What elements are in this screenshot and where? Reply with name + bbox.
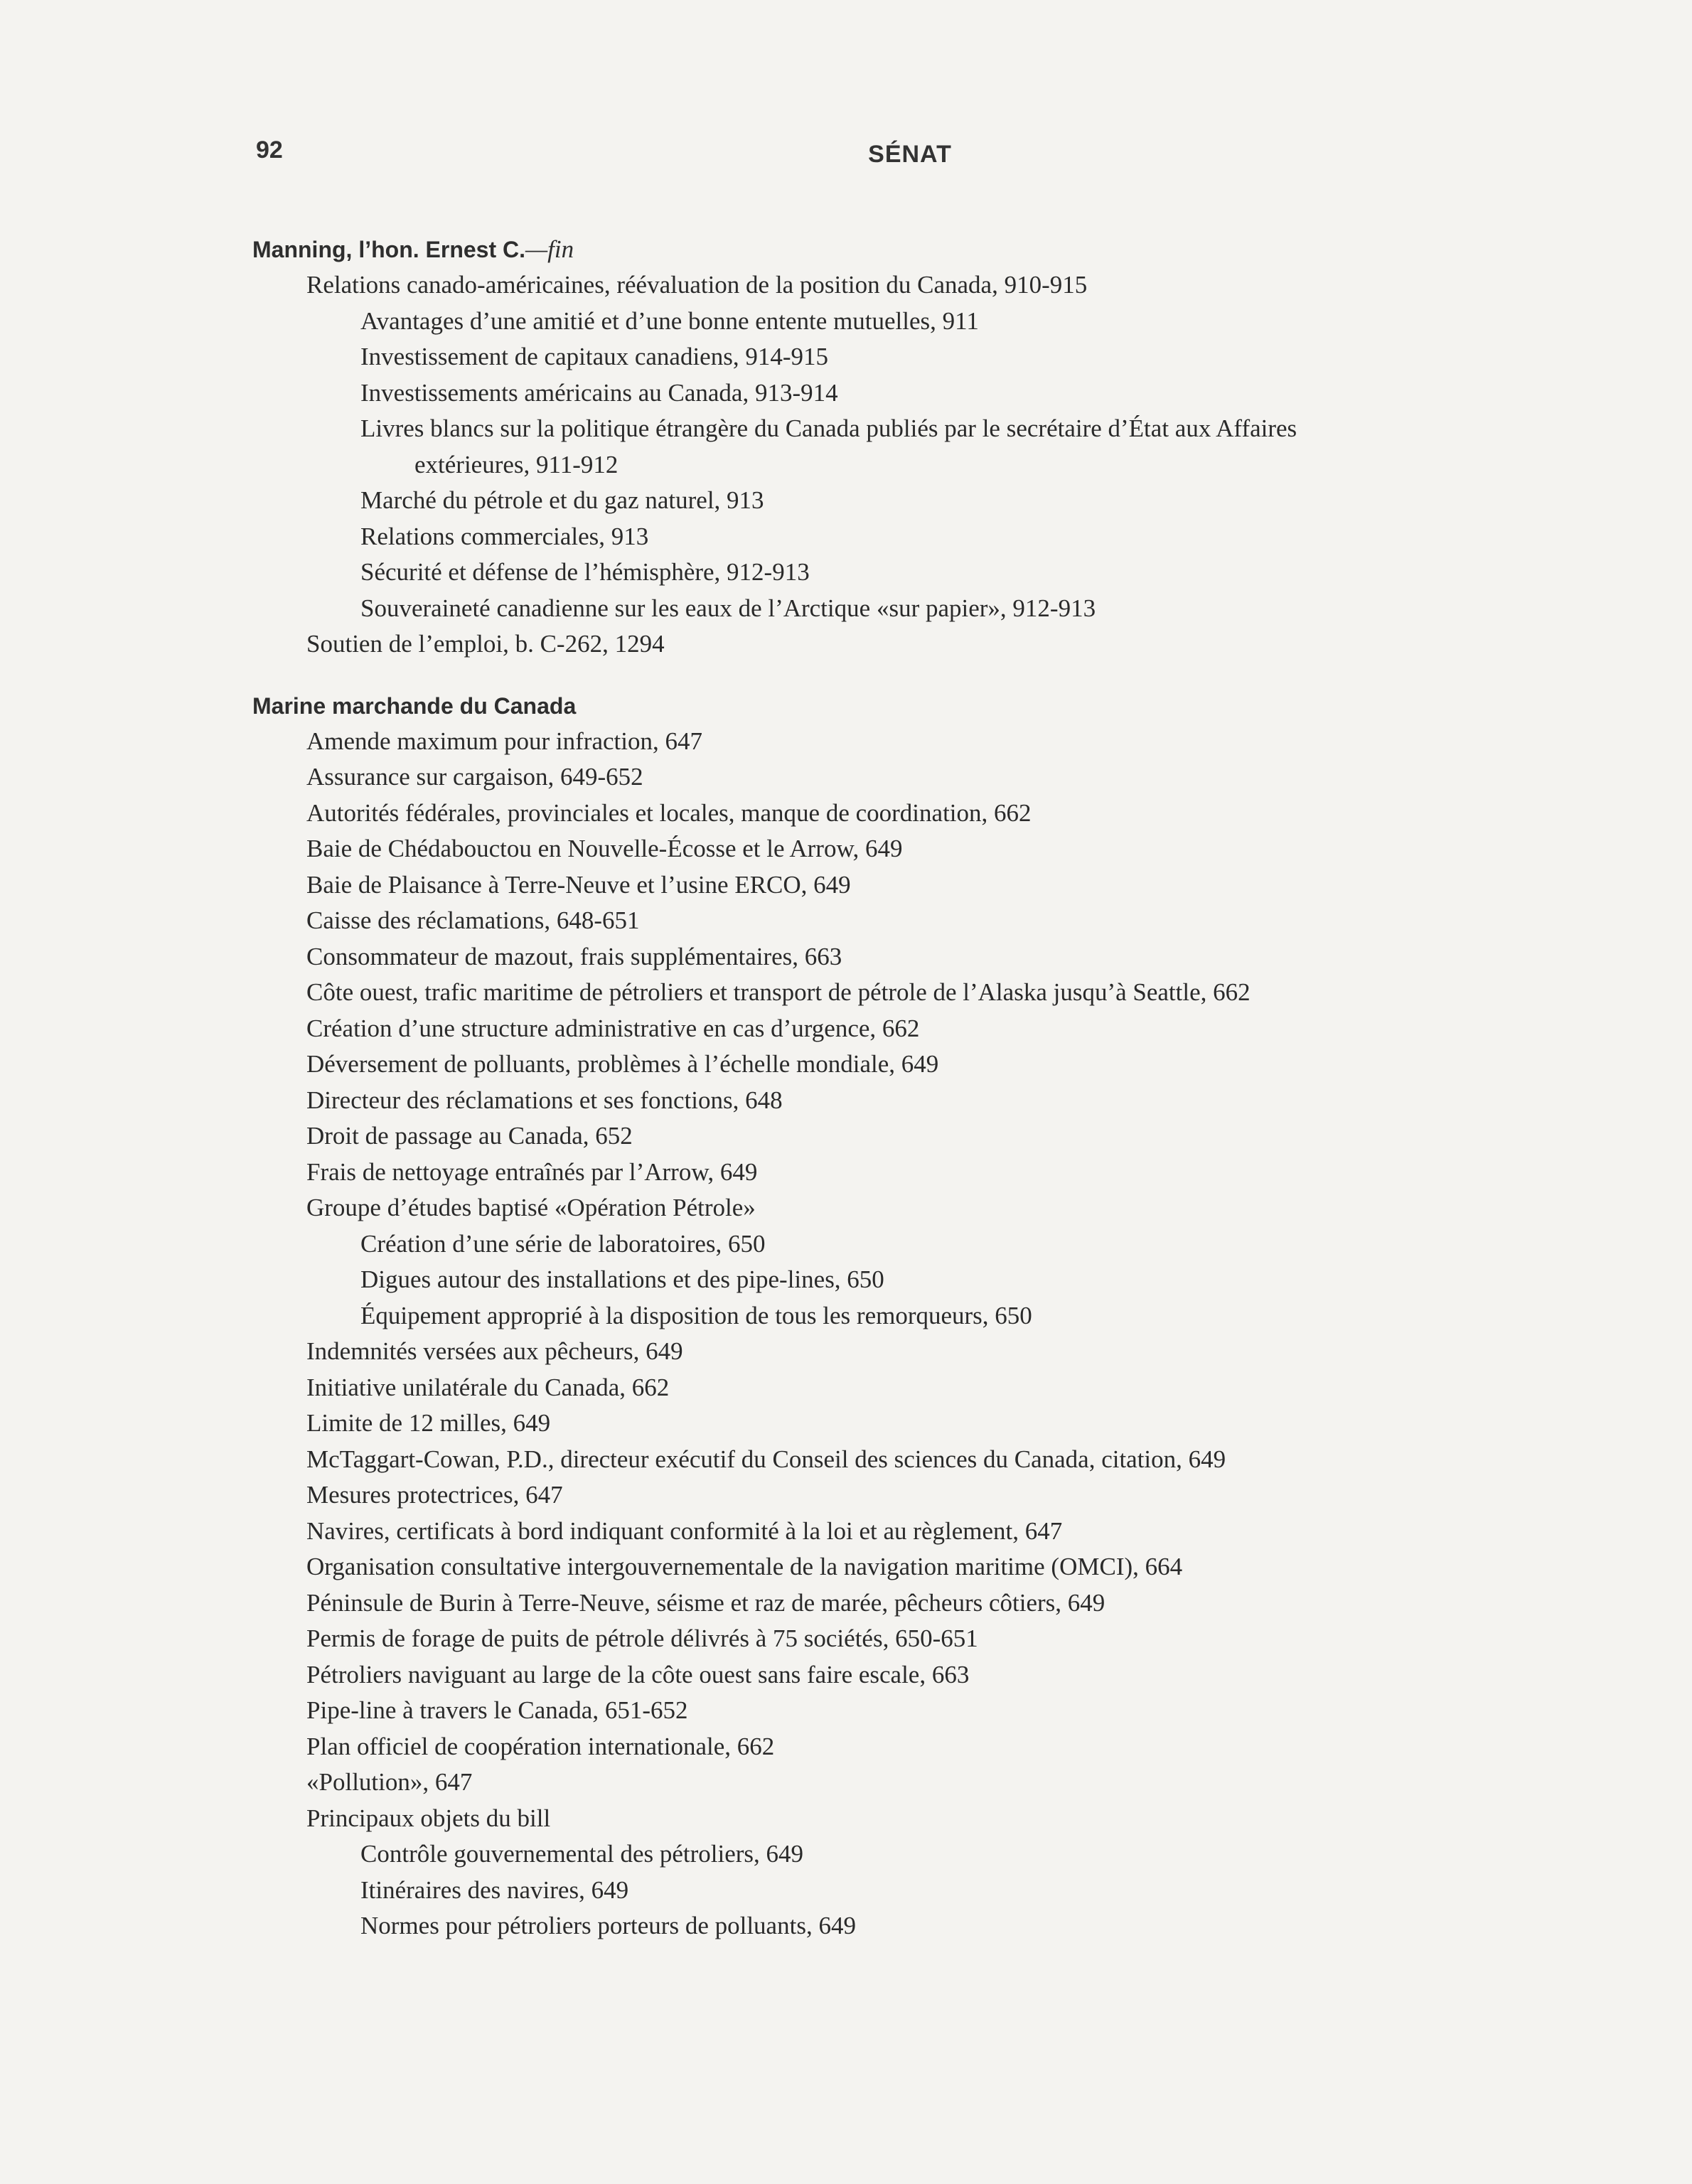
index-entry-text: Normes pour pétroliers porteurs de polluants, 649 (360, 1912, 856, 1939)
index-heading-text: Marine marchande du Canada (252, 692, 577, 719)
index-entry-text: Assurance sur cargaison, 649-652 (306, 763, 643, 791)
index-entry-text: Amende maximum pour infraction, 647 (306, 727, 702, 755)
index-entry-text: Marché du pétrole et du gaz naturel, 913 (360, 486, 764, 514)
index-heading (252, 688, 1589, 724)
index-entry-text: Principaux objets du bill (306, 1804, 551, 1832)
index-entry (252, 1729, 1589, 1765)
index-entry-text: Déversement de polluants, problèmes à l’échelle mondiale, 649 (306, 1050, 939, 1078)
index-subentry (252, 483, 1589, 519)
index-entry (252, 1621, 1589, 1657)
index-entry (252, 1442, 1589, 1478)
index-entry-text: McTaggart-Cowan, P.D., directeur exécutif du Conseil des sciences du Canada, citation, 649 (306, 1445, 1226, 1473)
index-entry (252, 1155, 1589, 1191)
index-subentry (252, 411, 1589, 483)
index-entry-text: Caisse des réclamations, 648-651 (306, 906, 640, 934)
index-entry-text: Consommateur de mazout, frais supplémentaires, 663 (306, 942, 842, 970)
running-title: SÉNAT (868, 141, 952, 168)
index-entry-text: Digues autour des installations et des pipe-lines, 650 (360, 1265, 884, 1293)
index-entry (252, 1334, 1589, 1370)
index-entry-text: Relations canado-américaines, réévaluation de la position du Canada, 910-915 (306, 271, 1088, 299)
index-entry (252, 724, 1589, 760)
index-subentry (252, 304, 1589, 340)
index-entry (252, 903, 1589, 939)
index-entry-continuation: extérieures, 911-912 (414, 450, 619, 478)
index-body (252, 232, 1589, 1944)
index-entry-text: Côte ouest, trafic maritime de pétroliers et transport de pétrole de l’Alaska jusqu’à Seattle, 662 (306, 978, 1251, 1006)
index-entry (252, 867, 1589, 904)
index-subentry (252, 1226, 1589, 1263)
index-entry-text: Baie de Plaisance à Terre-Neuve et l’usine ERCO, 649 (306, 870, 851, 899)
index-entry-text: Organisation consultative intergouvernementale de la navigation maritime (OMCI), 664 (306, 1553, 1183, 1580)
index-entry-text: Autorités fédérales, provinciales et locales, manque de coordination, 662 (306, 798, 1032, 827)
index-entry-text: Navires, certificats à bord indiquant conformité à la loi et au règlement, 647 (306, 1516, 1063, 1545)
index-entry-text: Mesures protectrices, 647 (306, 1481, 563, 1509)
index-entry-text: Plan officiel de coopération internationale, 662 (306, 1732, 775, 1760)
index-entry-text: Droit de passage au Canada, 652 (306, 1122, 633, 1150)
index-entry (252, 1083, 1589, 1119)
index-entry-text: Investissement de capitaux canadiens, 914-915 (360, 343, 828, 370)
index-subentry (252, 1908, 1589, 1944)
index-entry-text: Initiative unilatérale du Canada, 662 (306, 1373, 670, 1401)
index-entry (252, 1657, 1589, 1693)
index-subentry (252, 1262, 1589, 1298)
index-entry-text: Limite de 12 milles, 649 (306, 1409, 551, 1437)
index-entry-text: Pétroliers naviguant au large de la côte ouest sans faire escale, 663 (306, 1660, 970, 1688)
index-entry-text: Contrôle gouvernemental des pétroliers, 649 (360, 1840, 804, 1868)
index-entry-text: Équipement approprié à la disposition de tous les remorqueurs, 650 (360, 1301, 1032, 1329)
index-entry-text: Création d’une structure administrative en cas d’urgence, 662 (306, 1014, 920, 1042)
index-entry-text: Avantages d’une amitié et d’une bonne entente mutuelles, 911 (360, 306, 979, 335)
index-entry (252, 1514, 1589, 1550)
index-section (252, 232, 1589, 663)
index-entry (252, 1585, 1589, 1622)
index-heading-continued-marker: —fin (525, 235, 574, 263)
index-entry (252, 1370, 1589, 1406)
index-subentry (252, 1836, 1589, 1873)
index-entry-text: Pipe-line à travers le Canada, 651-652 (306, 1696, 688, 1724)
index-entry (252, 1011, 1589, 1047)
index-subentry (252, 555, 1589, 591)
index-entry-text: Frais de nettoyage entraînés par l’Arrow, 649 (306, 1157, 758, 1186)
index-heading-text: Manning, l’hon. Ernest C. (252, 237, 525, 262)
index-entry-text: Livres blancs sur la politique étrangère du Canada publiés par le secrétaire d’État aux Affaires (360, 414, 1297, 442)
index-entry (252, 267, 1589, 304)
index-subentry (252, 1298, 1589, 1334)
index-entry (252, 1549, 1589, 1585)
index-entry-text: Soutien de l’emploi, b. C-262, 1294 (306, 630, 665, 658)
page-number: 92 (256, 136, 283, 164)
index-entry (252, 759, 1589, 796)
index-entry-text: Directeur des réclamations et ses fonctions, 648 (306, 1086, 783, 1114)
index-entry (252, 939, 1589, 975)
index-entry-text: Sécurité et défense de l’hémisphère, 912-913 (360, 558, 810, 586)
index-entry (252, 831, 1589, 867)
index-entry-text: Itinéraires des navires, 649 (360, 1875, 629, 1904)
index-entry (252, 1190, 1589, 1226)
index-entry (252, 1118, 1589, 1155)
index-entry (252, 796, 1589, 832)
index-subentry (252, 339, 1589, 375)
index-entry (252, 1046, 1589, 1083)
index-entry (252, 1406, 1589, 1442)
index-subentry (252, 519, 1589, 555)
index-entry-text: Baie de Chédabouctou en Nouvelle-Écosse et le Arrow, 649 (306, 835, 903, 862)
index-entry (252, 1801, 1589, 1837)
index-heading (252, 232, 1589, 267)
index-entry-text: Relations commerciales, 913 (360, 522, 649, 550)
index-entry-text: Permis de forage de puits de pétrole délivrés à 75 sociétés, 650-651 (306, 1624, 978, 1652)
index-entry-text: «Pollution», 647 (306, 1768, 473, 1796)
index-entry-text: Souveraineté canadienne sur les eaux de l’Arctique «sur papier», 912-913 (360, 594, 1096, 622)
index-entry (252, 626, 1589, 663)
index-subentry (252, 1873, 1589, 1909)
index-subentry (252, 375, 1589, 412)
index-entry-text: Création d’une série de laboratoires, 650 (360, 1229, 766, 1258)
index-subentry (252, 591, 1589, 627)
index-entry (252, 975, 1589, 1011)
index-entry (252, 1765, 1589, 1801)
index-entry-text: Groupe d’études baptisé «Opération Pétrole» (306, 1194, 756, 1221)
index-entry-text: Investissements américains au Canada, 913-914 (360, 378, 838, 407)
index-entry (252, 1477, 1589, 1514)
index-section (252, 688, 1589, 1944)
index-entry-text: Péninsule de Burin à Terre-Neuve, séisme et raz de marée, pêcheurs côtiers, 649 (306, 1588, 1105, 1617)
index-entry-text: Indemnités versées aux pêcheurs, 649 (306, 1337, 683, 1365)
index-entry (252, 1693, 1589, 1729)
